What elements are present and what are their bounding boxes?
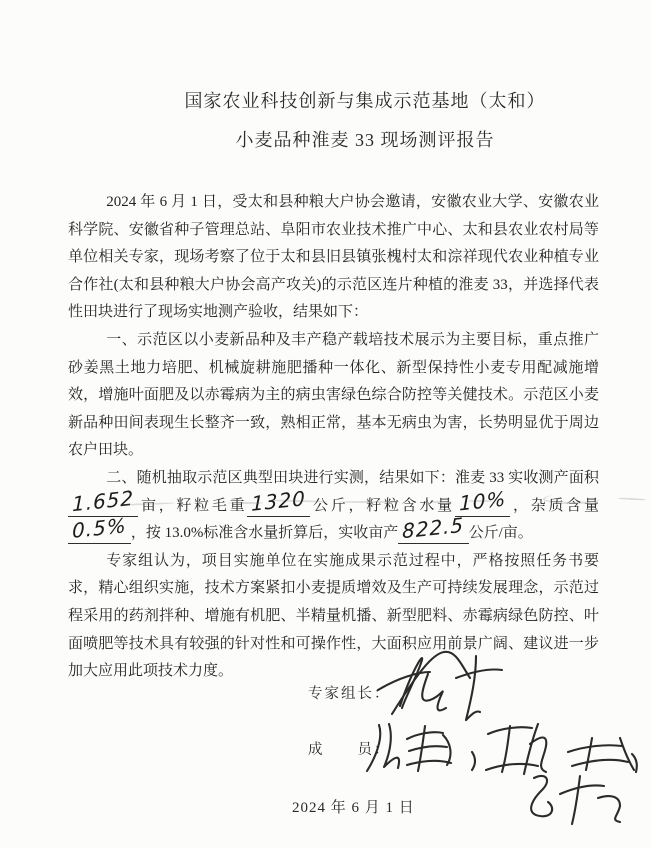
scan-smudge [430,501,452,503]
scan-smudge [338,501,400,503]
measured-area-value: 1.652 [72,485,135,516]
yield-blank [398,512,468,544]
moisture-value: 10% [459,485,507,516]
scan-smudge [543,494,600,504]
report-body [68,189,599,686]
p3-text: 亩，籽粒毛重 [138,497,248,514]
paragraph-intro: 2024 年 6 月 1 日，受太和县种粮大户协会邀请，安徽农业大学、安徽农业科学院、安徽省种子管理总站、阜阳市农业技术推广中心、太和县农业农村局等单位相关专家，现场考察了位于太和县旧县镇张槐村太和淙祥现代农业种植专业合作社(太和县种粮大户协会高产攻关)的示范区连片种植的淮麦 33，并选择代表性田块进行了现场实地测产验收，结果如下： [68,194,599,321]
paragraph-conclusion: 专家组认为，项目实施单位在实施成果示范过程中，严格按照任务书要求，精心组织实施，技术方案紧扣小麦提质增效及生产可持续发展理念，示范过程采用的药剂拌种、增施有机肥、半精量机播、新型肥料、赤霉病绿色防控、叶面喷肥等技术具有较强的针对性和可操作性，大面积应用前景广阔、建议进一步加大应用此项技术力度。 [68,552,599,680]
paragraph-section-one: 一、示范区以小麦新品种及丰产稳产载培技术展示为主要目标，重点推广砂姜黑土地力培肥、机械旋耕施肥播种一体化、新型保持性小麦专用配减施增效，增施叶面肥及以赤霉病为主的病虫害绿色综合防控等关健技术。示范区小麦新品种田间表现生长整齐一致，熟相正常，基本无病虫为害，长势明显优于周边农户田块。 [68,331,599,459]
report-title-line1: 国家农业科技创新与集成示范基地（太和） [184,91,546,111]
members-label: 成 员： [308,742,391,758]
p3-text: ，按 13.0%标准含水量折算后，实收亩产 [130,525,399,542]
report-title-line2: 小麦品种淮麦 33 现场测评报告 [235,130,495,150]
paragraph-section-two [68,465,599,548]
p3-text: 公斤/亩。 [468,525,533,542]
member-signature-4 [520,770,628,828]
p3-text: ，杂质含量 [510,497,599,514]
member-signature-comma [468,750,480,774]
expert-leader-label: 专家组长： [308,686,391,702]
impurity-value: 0.5% [72,513,127,544]
scan-smudge [468,500,492,502]
report-date: 2024 年 6 月 1 日 [292,800,415,816]
leader-signature [372,644,507,724]
p3-text: 公斤，籽粒含水量 [310,497,455,514]
member-signature-1 [363,721,463,776]
scan-smudge [618,497,646,500]
gross-weight-value: 1320 [251,485,307,516]
impurity-blank [68,513,131,544]
report-title [100,82,630,160]
yield-value: 822.5 [402,512,465,544]
gross-weight-blank [247,485,310,517]
p3-text: 二、随机抽取示范区典型田块进行实测，结果如下：淮麦 33 实收测产面积 [106,469,599,486]
scan-smudge [228,502,263,504]
